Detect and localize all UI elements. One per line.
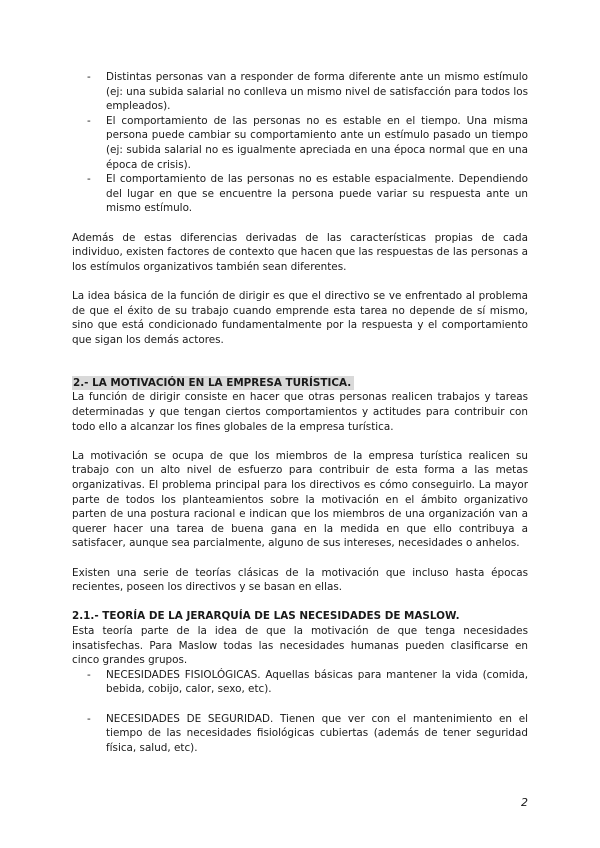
list-item: - El comportamiento de las personas no es estable espacialmente. Dependiendo del lugar en que se encuentre la persona puede variar su respuesta ante un mismo estímulo. bbox=[72, 172, 528, 216]
section-heading: 2.- LA MOTIVACIÓN EN LA EMPRESA TURÍSTICA. bbox=[72, 376, 354, 391]
factors-list bbox=[72, 70, 528, 216]
paragraph-dirigir-idea: La idea básica de la función de dirigir es que el directivo se ve enfrentado al problema de que el éxito de su trabajo cuando emprende esta tarea no depende de sí mismo, sino que está condicionado fundamentalmente por la respuesta y el comportamiento que sigan los demás actores. bbox=[72, 289, 528, 346]
needs-list bbox=[72, 668, 528, 756]
paragraph-motivacion: La motivación se ocupa de que los miembros de la empresa turística realicen su trabajo con un alto nivel de esfuerzo para contribuir de esta forma a las metas organizativas. El problema principal para los directivos es cómo conseguirlo. La mayor parte de todos los planteamientos sobre la motivación en el ámbito organizativo parten de una postura racional e indican que los miembros de una organización van a querer hacer una tarea de buena gana en la medida en que ello contribuya a satisfacer, aunque sea parcialmente, alguno de sus intereses, necesidades o anhelos. bbox=[72, 449, 528, 550]
list-item: - Distintas personas van a responder de forma diferente ante un mismo estímulo (ej: una subida salarial no conlleva un mismo nivel de satisfacción para todos los empleados). bbox=[72, 70, 528, 114]
paragraph-teorias-clasicas: Existen una serie de teorías clásicas de la motivación que incluso hasta épocas recientes, poseen los directivos y se basan en ellas. bbox=[72, 566, 528, 594]
page-number: 2 bbox=[521, 796, 528, 809]
paragraph-maslow: Esta teoría parte de la idea de que la motivación de que tenga necesidades insatisfechas. Para Maslow todas las necesidades humanas pueden clasificarse en cinco grandes grupos. bbox=[72, 624, 528, 667]
list-item: - NECESIDADES DE SEGURIDAD. Tienen que ver con el mantenimiento en el tiempo de las necesidades fisiológicas cubiertas (además de tener seguridad física, salud, etc). bbox=[72, 712, 528, 756]
page-content bbox=[72, 70, 528, 755]
paragraph-context-factors: Además de estas diferencias derivadas de las características propias de cada individuo, existen factores de contexto que hacen que las respuestas de las personas a los estímulos organizativos también sean diferentes. bbox=[72, 231, 528, 273]
list-item: - NECESIDADES FISIOLÓGICAS. Aquellas básicas para mantener la vida (comida, bebida, cobijo, calor, sexo, etc). bbox=[72, 668, 528, 697]
list-item: - El comportamiento de las personas no es estable en el tiempo. Una misma persona puede cambiar su comportamiento ante un estímulo pasado un tiempo (ej: subida salarial no es igualmente apreciada en una época normal que en una época de crisis). bbox=[72, 114, 528, 172]
paragraph-funcion-dirigir: La función de dirigir consiste en hacer que otras personas realicen trabajos y tareas determinadas y que tengan ciertos comportamientos y actitudes para contribuir con todo ello a alcanzar los fines globales de la empresa turística. bbox=[72, 391, 528, 433]
subsection-heading: 2.1.- TEORÍA DE LA JERARQUÍA DE LAS NECESIDADES DE MASLOW. bbox=[72, 610, 460, 623]
